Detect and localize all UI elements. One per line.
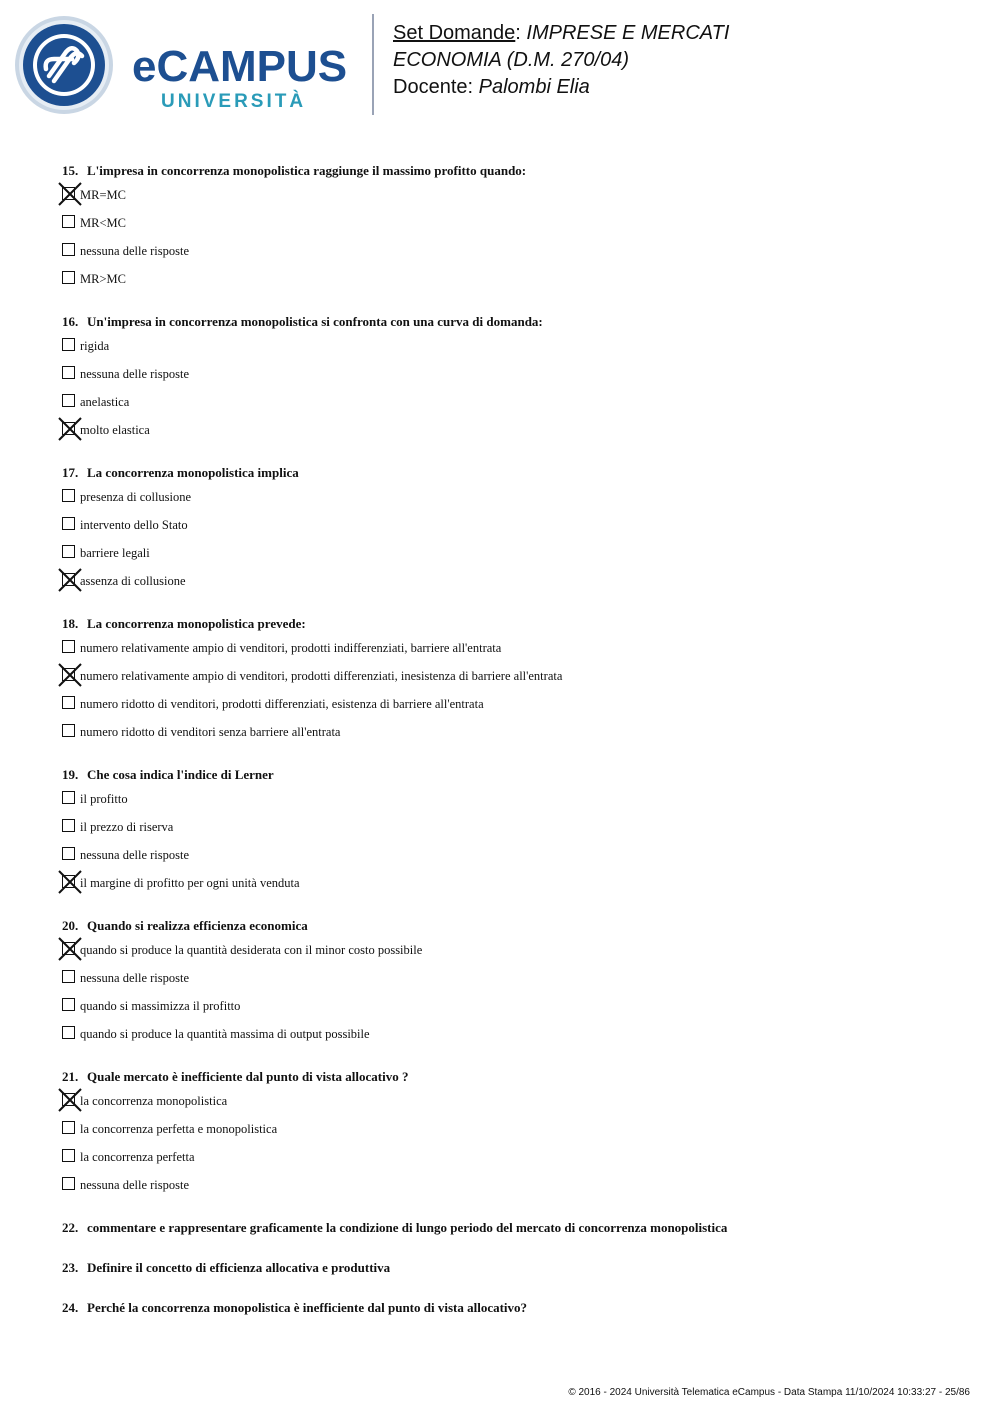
question-title bbox=[62, 614, 962, 634]
answer-checkbox[interactable] bbox=[62, 970, 75, 983]
question-text: Definire il concetto di efficienza allocativa e produttiva bbox=[87, 1260, 391, 1275]
header-divider bbox=[372, 14, 374, 115]
answer-checkbox[interactable] bbox=[62, 517, 75, 530]
answer-option[interactable] bbox=[62, 936, 962, 964]
question-block bbox=[62, 1067, 962, 1199]
question-number: 21. bbox=[62, 1069, 79, 1084]
answer-label: numero relativamente ampio di venditori, prodotti differenziati, inesistenza di barriere all'entrata bbox=[80, 669, 563, 683]
answer-label: quando si produce la quantità desiderata con il minor costo possibile bbox=[80, 943, 423, 957]
answer-label: presenza di collusione bbox=[80, 490, 192, 504]
course-line: ECONOMIA (D.M. 270/04) bbox=[393, 49, 629, 71]
answer-label: MR<MC bbox=[80, 216, 126, 230]
set-value: IMPRESE E MERCATI bbox=[526, 22, 730, 44]
open-question bbox=[62, 1258, 962, 1278]
page-footer: © 2016 - 2024 Università Telematica eCampus - Data Stampa 11/10/2024 10:33:27 - 25/86 bbox=[568, 1387, 970, 1398]
question-text: L'impresa in concorrenza monopolistica raggiunge il massimo profitto quando: bbox=[87, 163, 527, 178]
answer-option[interactable] bbox=[62, 992, 962, 1020]
answer-option[interactable] bbox=[62, 634, 962, 662]
answer-option[interactable] bbox=[62, 209, 962, 237]
answer-label: la concorrenza perfetta bbox=[80, 1150, 195, 1164]
answer-option[interactable] bbox=[62, 483, 962, 511]
answer-label: numero ridotto di venditori, prodotti differenziati, esistenza di barriere all'entrata bbox=[80, 697, 484, 711]
answer-checkbox[interactable] bbox=[62, 338, 75, 351]
answer-option[interactable] bbox=[62, 539, 962, 567]
answer-label: assenza di collusione bbox=[80, 574, 186, 588]
header-info: Set Domande: IMPRESE E MERCATI ECONOMIA (D.M. 270/04) Docente: Palombi Elia bbox=[393, 22, 730, 98]
answer-option[interactable] bbox=[62, 841, 962, 869]
answer-option[interactable] bbox=[62, 1171, 962, 1199]
question-block bbox=[62, 161, 962, 293]
answer-checkbox[interactable] bbox=[62, 1177, 75, 1190]
answer-checkbox[interactable] bbox=[62, 724, 75, 737]
answer-label: il profitto bbox=[80, 792, 128, 806]
answer-option[interactable] bbox=[62, 237, 962, 265]
answer-option[interactable] bbox=[62, 813, 962, 841]
answer-label: la concorrenza monopolistica bbox=[80, 1094, 228, 1108]
question-number: 23. bbox=[62, 1260, 79, 1275]
answer-label: nessuna delle risposte bbox=[80, 1178, 190, 1192]
answer-option[interactable] bbox=[62, 718, 962, 746]
answer-option[interactable] bbox=[62, 332, 962, 360]
question-list bbox=[62, 161, 962, 1338]
answer-label: anelastica bbox=[80, 395, 130, 409]
answer-option[interactable] bbox=[62, 360, 962, 388]
answer-option[interactable] bbox=[62, 1115, 962, 1143]
answer-option[interactable] bbox=[62, 1143, 962, 1171]
answer-label: il prezzo di riserva bbox=[80, 820, 174, 834]
answer-checkbox[interactable] bbox=[62, 271, 75, 284]
open-question bbox=[62, 1298, 962, 1318]
answer-label: quando si massimizza il profitto bbox=[80, 999, 241, 1013]
question-number: 17. bbox=[62, 465, 79, 480]
answer-checkbox[interactable] bbox=[62, 819, 75, 832]
answer-checkbox[interactable] bbox=[62, 847, 75, 860]
page-header bbox=[0, 0, 1000, 130]
answer-option[interactable] bbox=[62, 690, 962, 718]
question-text: Quando si realizza efficienza economica bbox=[87, 918, 308, 933]
answer-checkbox[interactable] bbox=[62, 215, 75, 228]
answer-label: numero relativamente ampio di venditori, prodotti indifferenziati, barriere all'entrata bbox=[80, 641, 502, 655]
answer-option[interactable] bbox=[62, 785, 962, 813]
question-text: Quale mercato è inefficiente dal punto di vista allocativo ? bbox=[87, 1069, 409, 1084]
question-text: commentare e rappresentare graficamente la condizione di lungo periodo del mercato di concorrenza monopolistica bbox=[87, 1220, 728, 1235]
question-text: Un'impresa in concorrenza monopolistica si confronta con una curva di domanda: bbox=[87, 314, 543, 329]
answer-option[interactable] bbox=[62, 416, 962, 444]
question-block bbox=[62, 312, 962, 444]
question-number: 24. bbox=[62, 1300, 79, 1315]
answer-option[interactable] bbox=[62, 964, 962, 992]
answer-checkbox[interactable] bbox=[62, 696, 75, 709]
answer-checkbox[interactable] bbox=[62, 366, 75, 379]
question-text: La concorrenza monopolistica implica bbox=[87, 465, 299, 480]
answer-label: quando si produce la quantità massima di output possibile bbox=[80, 1027, 370, 1041]
answer-option[interactable] bbox=[62, 265, 962, 293]
question-number: 22. bbox=[62, 1220, 79, 1235]
answer-label: nessuna delle risposte bbox=[80, 848, 190, 862]
question-title bbox=[62, 1067, 962, 1087]
answer-label: nessuna delle risposte bbox=[80, 244, 190, 258]
ecampus-logo bbox=[14, 14, 359, 118]
answer-label: molto elastica bbox=[80, 423, 150, 437]
question-text: Perché la concorrenza monopolistica è inefficiente dal punto di vista allocativo? bbox=[87, 1300, 528, 1315]
answer-label: barriere legali bbox=[80, 546, 150, 560]
answer-checkbox[interactable] bbox=[62, 791, 75, 804]
answer-option[interactable] bbox=[62, 388, 962, 416]
question-text: La concorrenza monopolistica prevede: bbox=[87, 616, 306, 631]
question-block bbox=[62, 463, 962, 595]
answer-checkbox[interactable] bbox=[62, 243, 75, 256]
answer-option[interactable] bbox=[62, 1087, 962, 1115]
docente-label: Docente: bbox=[393, 76, 474, 98]
docente-value: Palombi Elia bbox=[478, 76, 590, 98]
answer-checkbox[interactable] bbox=[62, 640, 75, 653]
question-number: 19. bbox=[62, 767, 79, 782]
answer-checkbox[interactable] bbox=[62, 489, 75, 502]
answer-label: il margine di profitto per ogni unità venduta bbox=[80, 876, 300, 890]
answer-option[interactable] bbox=[62, 869, 962, 897]
answer-option[interactable] bbox=[62, 1020, 962, 1048]
svg-text:UNIVERSITÀ: UNIVERSITÀ bbox=[161, 91, 307, 112]
answer-checkbox[interactable] bbox=[62, 545, 75, 558]
answer-option[interactable] bbox=[62, 662, 962, 690]
svg-text:eCAMPUS: eCAMPUS bbox=[132, 42, 348, 91]
question-title bbox=[62, 312, 962, 332]
question-number: 16. bbox=[62, 314, 79, 329]
open-question bbox=[62, 1218, 962, 1238]
question-number: 15. bbox=[62, 163, 79, 178]
question-block bbox=[62, 614, 962, 746]
question-block bbox=[62, 916, 962, 1048]
answer-option[interactable] bbox=[62, 511, 962, 539]
answer-label: numero ridotto di venditori senza barriere all'entrata bbox=[80, 725, 341, 739]
answer-label: la concorrenza perfetta e monopolistica bbox=[80, 1122, 278, 1136]
question-title bbox=[62, 916, 962, 936]
answer-option[interactable] bbox=[62, 567, 962, 595]
answer-label: rigida bbox=[80, 339, 110, 353]
answer-label: nessuna delle risposte bbox=[80, 367, 190, 381]
question-number: 18. bbox=[62, 616, 79, 631]
answer-checkbox[interactable] bbox=[62, 1149, 75, 1162]
question-title bbox=[62, 765, 962, 785]
question-text: Che cosa indica l'indice di Lerner bbox=[87, 767, 274, 782]
answer-checkbox[interactable] bbox=[62, 394, 75, 407]
answer-checkbox[interactable] bbox=[62, 1121, 75, 1134]
answer-label: MR>MC bbox=[80, 272, 126, 286]
answer-label: intervento dello Stato bbox=[80, 518, 188, 532]
answer-checkbox[interactable] bbox=[62, 1026, 75, 1039]
question-number: 20. bbox=[62, 918, 79, 933]
set-label: Set Domande bbox=[393, 22, 516, 44]
answer-checkbox[interactable] bbox=[62, 998, 75, 1011]
answer-option[interactable] bbox=[62, 181, 962, 209]
question-title bbox=[62, 463, 962, 483]
question-block bbox=[62, 765, 962, 897]
question-title bbox=[62, 161, 962, 181]
answer-label: MR=MC bbox=[80, 188, 126, 202]
answer-label: nessuna delle risposte bbox=[80, 971, 190, 985]
